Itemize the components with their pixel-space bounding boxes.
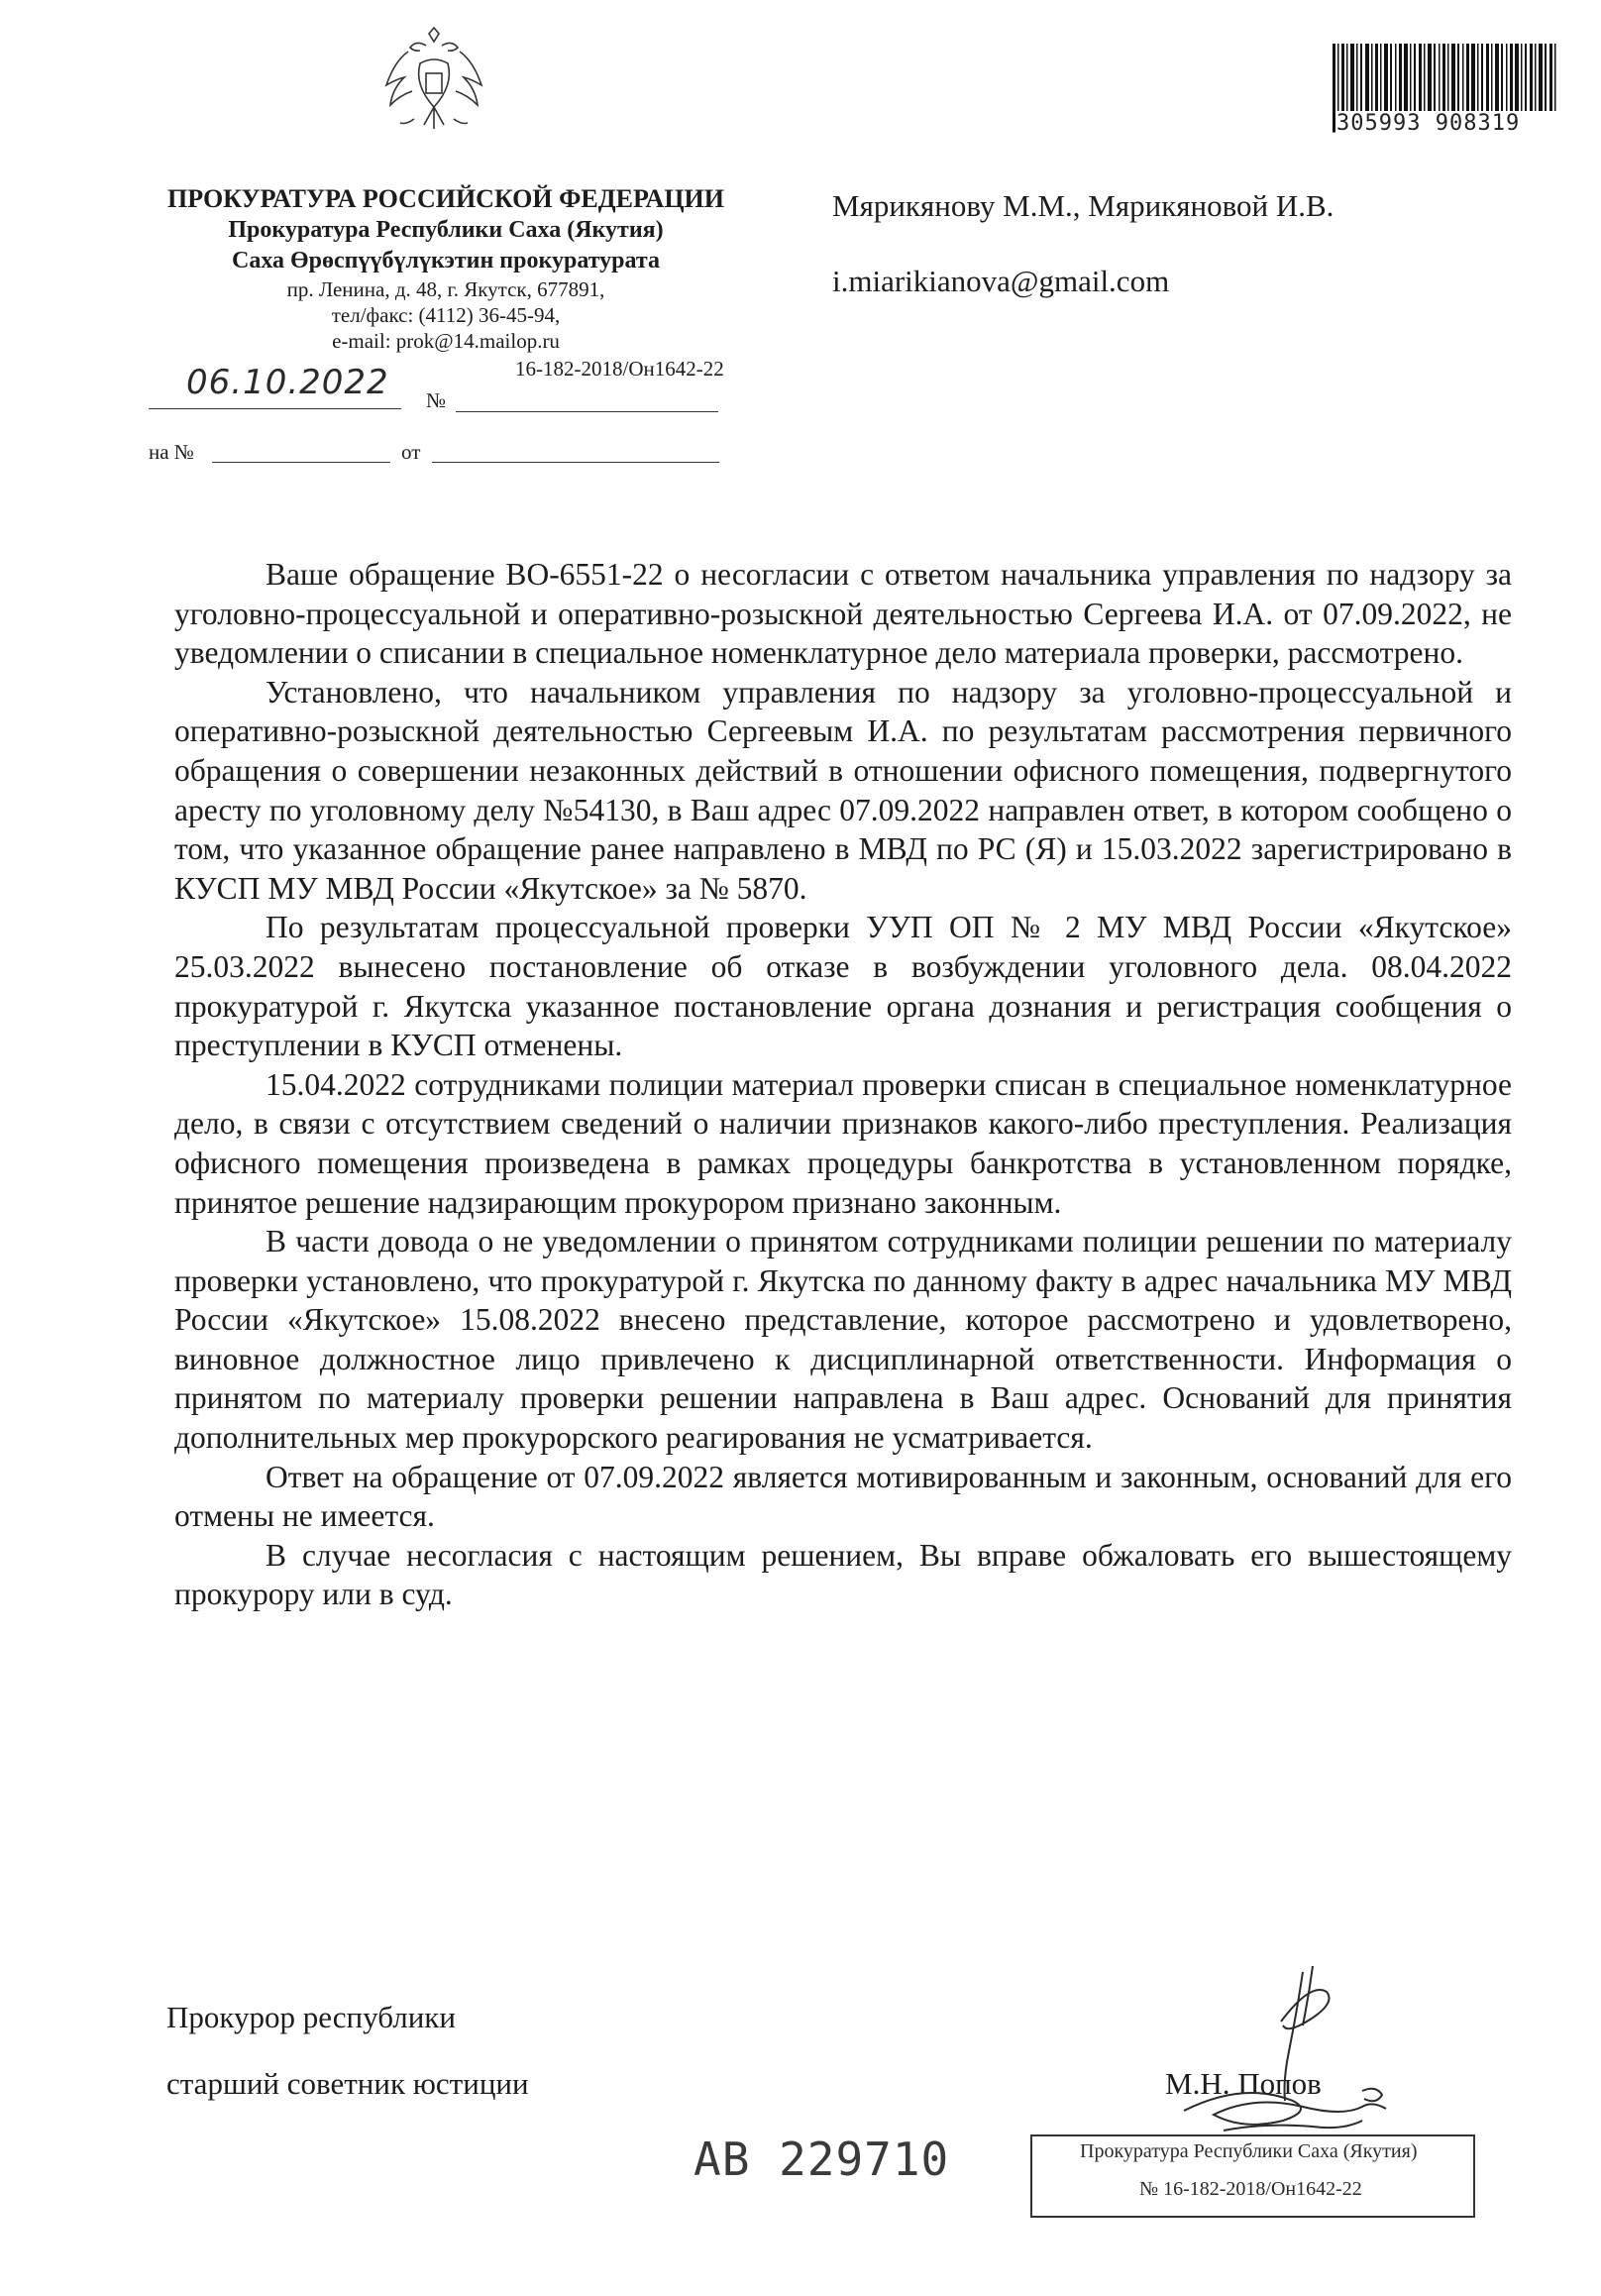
signatory-name: М.Н. Попов — [1165, 2066, 1322, 2101]
recipient-names: Мярикянову М.М., Мярикяновой И.В. — [832, 188, 1334, 223]
paragraph: 15.04.2022 сотрудниками полиции материал проверки списан в специальное номенклатурное дело, в связи с отсутствием сведений о наличии признаков какого-либо преступления. Реализация офисного помещения произведена в рамках процедуры банкротства в установленном порядке, принятое решение надзирающим прокурором признано законным. — [174, 1066, 1512, 1220]
org-address: пр. Ленина, д. 48, г. Якутск, 677891, — [286, 277, 605, 301]
handwritten-signature — [1164, 1962, 1451, 2150]
paragraph: Установлено, что начальником управления по надзору за уголовно-процессуальной и оперативно-розыскной деятельностью Сергеевым И.А. по результатам рассмотрения первичного обращения о совершении незаконных действий в отношении офисного помещения, подвергнутого аресту по уголовному делу №54130, в Ваш адрес 07.09.2022 направлен ответ, в котором сообщено о том, что указанное обращение ранее направлено в МВД по РС (Я) и 15.03.2022 зарегистрировано в КУСП МУ МВД России «Якутское» за № 5870. — [174, 674, 1512, 906]
from-underline — [432, 462, 719, 463]
org-name-yakut: Саха Өрөспүүбүлүкэтин прокуратурата — [232, 248, 660, 273]
signatory-title: Прокурор республики — [166, 2000, 456, 2034]
org-name-regional: Прокуратура Республики Саха (Якутия) — [228, 217, 664, 243]
barcode-number: 305993 908319 — [1336, 111, 1560, 136]
handwritten-date: 06.10.2022 — [186, 363, 389, 402]
number-label: № — [426, 388, 447, 412]
org-email: e-mail: prok@14.mailop.ru — [332, 329, 560, 353]
paragraph: Ваше обращение ВО-6551-22 о несогласии с ответом начальника управления по надзору за уголовно-процессуальной и оперативно-розыскной деятельностью Сергеева И.А. от 07.09.2022, не уведомлении о списании в специальное номенклатурное дело материала проверки, рассмотрено. — [174, 557, 1512, 671]
reference-underline — [212, 462, 390, 463]
date-underline — [149, 408, 401, 409]
paragraph: По результатам процессуальной проверки УУП ОП № 2 МУ МВД России «Якутское» 25.03.2022 вынесено постановление об отказе в возбуждении уголовного дела. 08.04.2022 прокуратурой г. Якутска указанное постановление органа дознания и регистрация сообщения о преступлении в КУСП отменены. — [174, 910, 1512, 1063]
org-phone: тел/факс: (4112) 36-45-94, — [331, 303, 561, 327]
stamp-org-line: Прокуратура Республики Саха (Якутия) — [1080, 2140, 1418, 2162]
org-name-federal: ПРОКУРАТУРА РОССИЙСКОЙ ФЕДЕРАЦИИ — [167, 184, 724, 213]
paragraph: В случае несогласия с настоящим решением, Вы вправе обжаловать его вышестоящему прокурору или в суд. — [174, 1537, 1512, 1612]
signatory-rank: старший советник юстиции — [166, 2066, 529, 2101]
stamp-number-line: № 16-182-2018/Он1642-22 — [1139, 2178, 1362, 2200]
number-underline — [456, 411, 718, 412]
paragraph: В части довода о не уведомлении о принятом сотрудниками полиции решении по материалу проверки установлено, что прокуратурой г. Якутска по данному факту в адрес начальника МУ МВД России «Якутское» 15.08.2022 внесено представление, которое рассмотрено и удовлетворено, виновное должностное лицо привлечено к дисциплинарной ответственности. Информация о принятом по материалу проверки решении направлена в Ваш адрес. Оснований для принятия дополнительных мер прокурорского реагирования не усматривается. — [174, 1224, 1512, 1456]
paragraph: Ответ на обращение от 07.09.2022 является мотивированным и законным, оснований для его отмены не имеется. — [174, 1459, 1512, 1534]
form-serial-number: АВ 229710 — [694, 2132, 950, 2186]
recipient-email: i.miarikianova@gmail.com — [832, 264, 1170, 298]
reference-label: на № — [149, 440, 194, 464]
coat-of-arms-emblem — [374, 24, 493, 143]
from-label: от — [401, 440, 421, 464]
letter-body — [174, 555, 1512, 1614]
outgoing-number: 16-182-2018/Он1642-22 — [515, 357, 724, 381]
